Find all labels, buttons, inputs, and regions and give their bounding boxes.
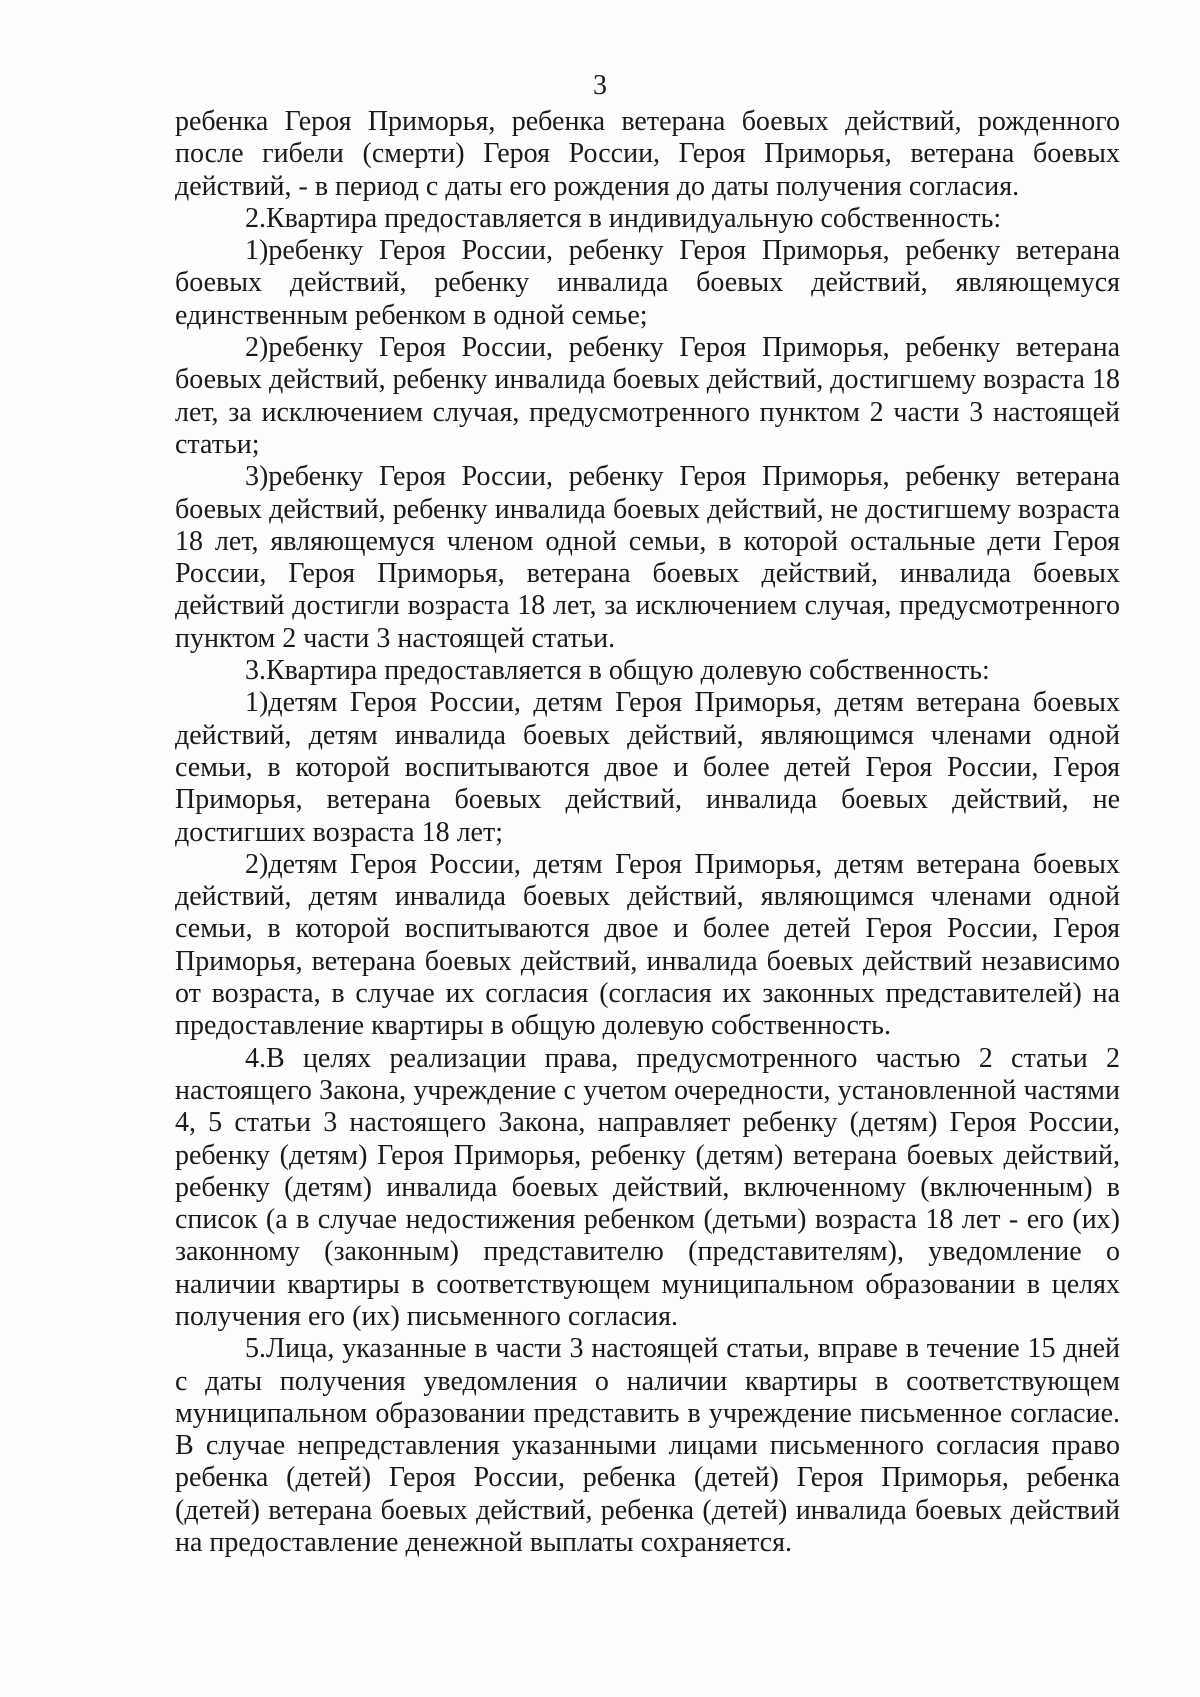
paragraph-part-3-item-1: 1)детям Героя России, детям Героя Приморья, детям ветерана боевых действий, детям инвалида боевых действий, являющимся членами одной семьи, в которой воспитываются двое и более детей Героя России, Героя Приморья, ветерана боевых действий, инвалида боевых действий, не достигших возраста 18 лет; bbox=[175, 687, 1120, 848]
paragraph-continuation: ребенка Героя Приморья, ребенка ветерана боевых действий, рожденного после гибели (смерти) Героя России, Героя Приморья, ветерана боевых действий, - в период с даты его рождения до даты получения согласия. bbox=[175, 106, 1120, 202]
paragraph-part-4: 4.В целях реализации права, предусмотренного частью 2 статьи 2 настоящего Закона, учреждение с учетом очередности, установленной частями 4, 5 статьи 3 настоящего Закона, направляет ребенку (детям) Героя России, ребенку (детям) Героя Приморья, ребенку (детям) ветерана боевых действий, ребенку (детям) инвалида боевых действий, включенному (включенным) в список (а в случае недостижения ребенком (детьми) возраста 18 лет - его (их) законному (законным) представителю (представителям), уведомление о наличии квартиры в соответствующем муниципальном образовании в целях получения его (их) письменного согласия. bbox=[175, 1042, 1120, 1332]
paragraph-part-2-item-2: 2)ребенку Героя России, ребенку Героя Приморья, ребенку ветерана боевых действий, ребенку инвалида боевых действий, достигшему возраста 18 лет, за исключением случая, предусмотренного пунктом 2 части 3 настоящей статьи; bbox=[175, 332, 1120, 460]
page-number: 3 bbox=[593, 70, 607, 101]
paragraph-part-3-item-2: 2)детям Героя России, детям Героя Приморья, детям ветерана боевых действий, детям инвалида боевых действий, являющимся членами одной семьи, в которой воспитываются двое и более детей Героя России, Героя Приморья, ветерана боевых действий, инвалида боевых действий независимо от возраста, в случае их согласия (согласия их законных представителей) на предоставление квартиры в общую долевую собственность. bbox=[175, 848, 1120, 1042]
paragraph-part-2-heading: 2.Квартира предоставляется в индивидуальную собственность: bbox=[245, 202, 1002, 234]
paragraph-part-3-heading: 3.Квартира предоставляется в общую долевую собственность: bbox=[245, 655, 990, 687]
paragraph-part-2-item-1: 1)ребенку Героя России, ребенку Героя Приморья, ребенку ветерана боевых действий, ребенку инвалида боевых действий, являющемуся единственным ребенком в одной семье; bbox=[175, 235, 1120, 331]
document-body bbox=[175, 106, 1120, 1559]
paragraph-part-5: 5.Лица, указанные в части 3 настоящей статьи, вправе в течение 15 дней с даты получения уведомления о наличии квартиры в соответствующем муниципальном образовании представить в учреждение письменное согласие. В случае непредставления указанными лицами письменного согласия право ребенка (детей) Героя России, ребенка (детей) Героя Приморья, ребенка (детей) ветерана боевых действий, ребенка (детей) инвалида боевых действий на предоставление денежной выплаты сохраняется. bbox=[175, 1333, 1120, 1559]
paragraph-part-2-item-3: 3)ребенку Героя России, ребенку Героя Приморья, ребенку ветерана боевых действий, ребенку инвалида боевых действий, не достигшему возраста 18 лет, являющемуся членом одной семьи, в которой остальные дети Героя России, Героя Приморья, ветерана боевых действий, инвалида боевых действий достигли возраста 18 лет, за исключением случая, предусмотренного пунктом 2 части 3 настоящей статьи. bbox=[175, 461, 1120, 654]
